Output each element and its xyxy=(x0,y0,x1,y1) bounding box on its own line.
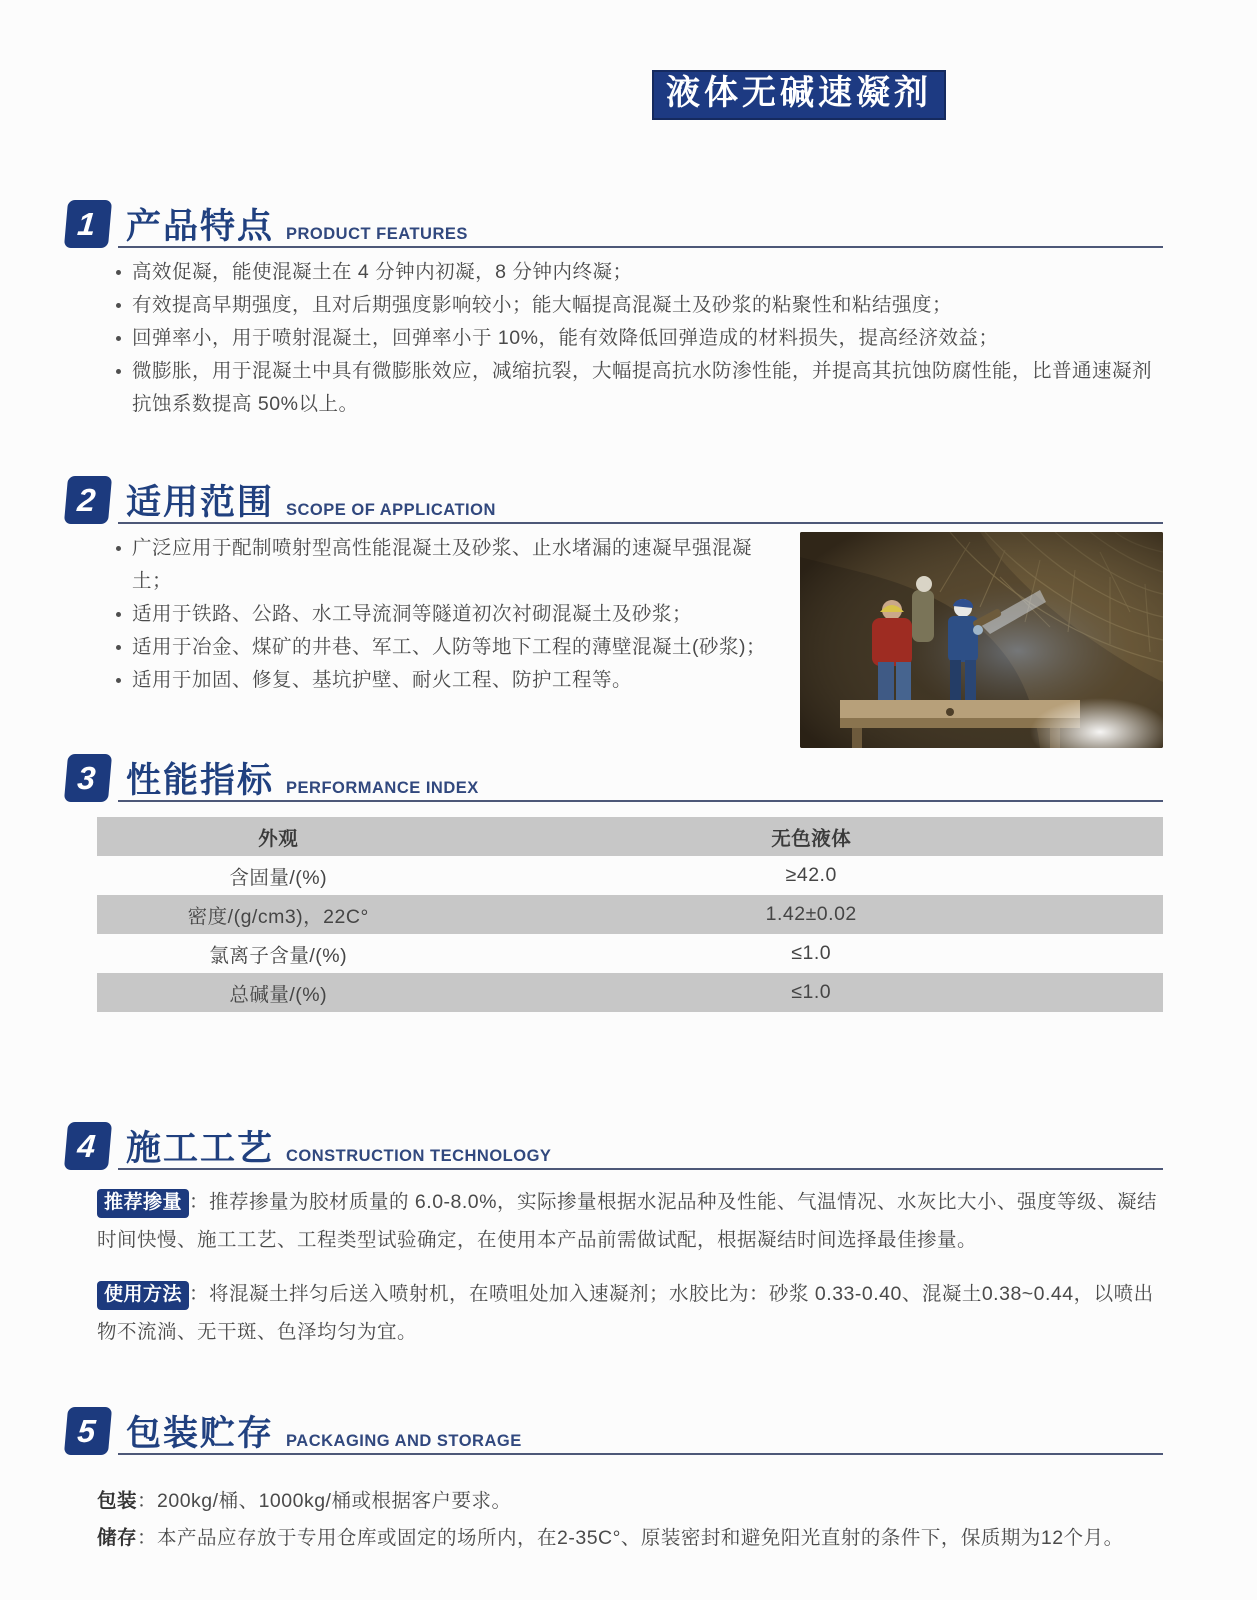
dosage-text: ：推荐掺量为胶材质量的 6.0-8.0%，实际掺量根据水泥品种及性能、气温情况、水灰比大小、强度等级、凝结时间快慢、施工工艺、工程类型试验确定，在使用本产品前需做试配，根据凝结时间选择最佳掺量。 xyxy=(97,1191,1157,1251)
section-header-construction xyxy=(66,1118,1163,1170)
section-title-cn: 施工工艺 xyxy=(126,1129,275,1168)
bullet-icon xyxy=(116,612,121,617)
scope-content xyxy=(115,532,1163,748)
bullet-icon xyxy=(116,645,121,650)
section-underline xyxy=(118,1168,1163,1170)
storage-label: 储存 xyxy=(97,1527,138,1549)
table-cell-value: 无色液体 xyxy=(771,827,852,850)
section-title-en: PACKAGING AND STORAGE xyxy=(286,1431,522,1450)
table-row xyxy=(97,856,1163,895)
usage-badge: 使用方法 xyxy=(97,1281,189,1310)
packaging-content xyxy=(97,1483,1177,1557)
page-title: 液体无碱速凝剂 xyxy=(652,70,946,120)
list-item xyxy=(115,289,1165,322)
storage-line xyxy=(97,1520,1177,1557)
section-title-cn: 包装贮存 xyxy=(126,1414,275,1453)
section-header-scope xyxy=(66,472,1163,524)
table-cell-label: 外观 xyxy=(258,827,299,850)
storage-text: ：本产品应存放于专用仓库或固定的场所内，在2-35C°、原装密封和避免阳光直射的条件下，保质期为12个月。 xyxy=(137,1527,1124,1549)
section-number-badge: 3 xyxy=(64,754,112,802)
bullet-icon xyxy=(116,546,121,551)
bullet-text: 适用于冶金、煤矿的井巷、军工、人防等地下工程的薄壁混凝土(砂浆)； xyxy=(132,636,766,658)
bullet-icon xyxy=(116,303,121,308)
list-item xyxy=(115,355,1165,421)
section-underline xyxy=(118,522,1163,524)
list-item xyxy=(115,664,772,697)
section-title-cn: 性能指标 xyxy=(126,761,275,800)
table-row xyxy=(97,973,1163,1012)
section-header-performance xyxy=(66,750,1163,802)
packing-line xyxy=(97,1483,1177,1520)
features-bullet-list xyxy=(115,256,1165,421)
section-number-badge: 4 xyxy=(64,1122,112,1170)
table-cell-label: 密度/(g/cm3)，22C° xyxy=(187,905,369,928)
performance-table xyxy=(97,817,1163,1012)
bullet-text: 广泛应用于配制喷射型高性能混凝土及砂浆、止水堵漏的速凝早强混凝土； xyxy=(132,537,753,592)
section-title-en: PERFORMANCE INDEX xyxy=(286,778,479,797)
section-number-badge: 1 xyxy=(64,200,112,248)
table-cell-label: 含固量/(%) xyxy=(229,866,328,889)
construction-content xyxy=(97,1183,1167,1351)
section-title-cn: 适用范围 xyxy=(126,483,275,522)
table-cell-value: 1.42±0.02 xyxy=(765,903,857,925)
bullet-icon xyxy=(116,678,121,683)
list-item xyxy=(115,598,772,631)
table-row xyxy=(97,934,1163,973)
section-title-cn: 产品特点 xyxy=(126,207,275,246)
table-cell-label: 总碱量/(%) xyxy=(229,983,328,1006)
section-number-badge: 2 xyxy=(64,476,112,524)
bullet-text: 高效促凝，能使混凝土在 4 分钟内初凝，8 分钟内终凝； xyxy=(132,261,633,283)
section-title-en: PRODUCT FEATURES xyxy=(286,224,468,243)
bullet-text: 适用于铁路、公路、水工导流洞等隧道初次衬砌混凝土及砂浆； xyxy=(132,603,693,625)
list-item xyxy=(115,631,772,664)
bullet-icon xyxy=(116,270,121,275)
usage-text: ：将混凝土拌匀后送入喷射机，在喷咀处加入速凝剂；水胶比为：砂浆 0.33-0.40、混凝土0.38~0.44，以喷出物不流淌、无干斑、色泽均匀为宜。 xyxy=(97,1283,1154,1343)
bullet-text: 回弹率小，用于喷射混凝土，回弹率小于 10%，能有效降低回弹造成的材料损失，提高经济效益； xyxy=(132,327,999,349)
section-header-packaging xyxy=(66,1403,1163,1455)
table-row xyxy=(97,817,1163,856)
list-item xyxy=(115,532,772,598)
usage-paragraph xyxy=(97,1275,1167,1351)
bullet-icon xyxy=(116,336,121,341)
bullet-text: 微膨胀，用于混凝土中具有微膨胀效应，减缩抗裂，大幅提高抗水防渗性能，并提高其抗蚀防腐性能，比普通速凝剂抗蚀系数提高 50%以上。 xyxy=(132,360,1153,415)
bullet-text: 有效提高早期强度，且对后期强度影响较小；能大幅提高混凝土及砂浆的粘聚性和粘结强度； xyxy=(132,294,953,316)
table-row xyxy=(97,895,1163,934)
table-cell-label: 氯离子含量/(%) xyxy=(209,944,348,967)
section-underline xyxy=(118,800,1163,802)
dosage-badge: 推荐掺量 xyxy=(97,1189,189,1218)
bullet-icon xyxy=(116,369,121,374)
section-underline xyxy=(118,1453,1163,1455)
section-number-badge: 5 xyxy=(64,1407,112,1455)
section-underline xyxy=(118,246,1163,248)
packing-label: 包装 xyxy=(97,1490,138,1512)
list-item xyxy=(115,322,1165,355)
section-header-features xyxy=(66,196,1163,248)
tunnel-shotcrete-workers-photo xyxy=(800,532,1163,748)
table-cell-value: ≤1.0 xyxy=(791,981,832,1003)
table-cell-value: ≥42.0 xyxy=(785,864,837,886)
list-item xyxy=(115,256,1165,289)
scope-bullet-list xyxy=(115,532,772,748)
packing-text: ：200kg/桶、1000kg/桶或根据客户要求。 xyxy=(137,1490,512,1512)
section-title-en: CONSTRUCTION TECHNOLOGY xyxy=(286,1146,552,1165)
dosage-paragraph xyxy=(97,1183,1167,1259)
section-title-en: SCOPE OF APPLICATION xyxy=(286,500,496,519)
bullet-text: 适用于加固、修复、基坑护壁、耐火工程、防护工程等。 xyxy=(132,669,633,691)
table-cell-value: ≤1.0 xyxy=(791,942,832,964)
